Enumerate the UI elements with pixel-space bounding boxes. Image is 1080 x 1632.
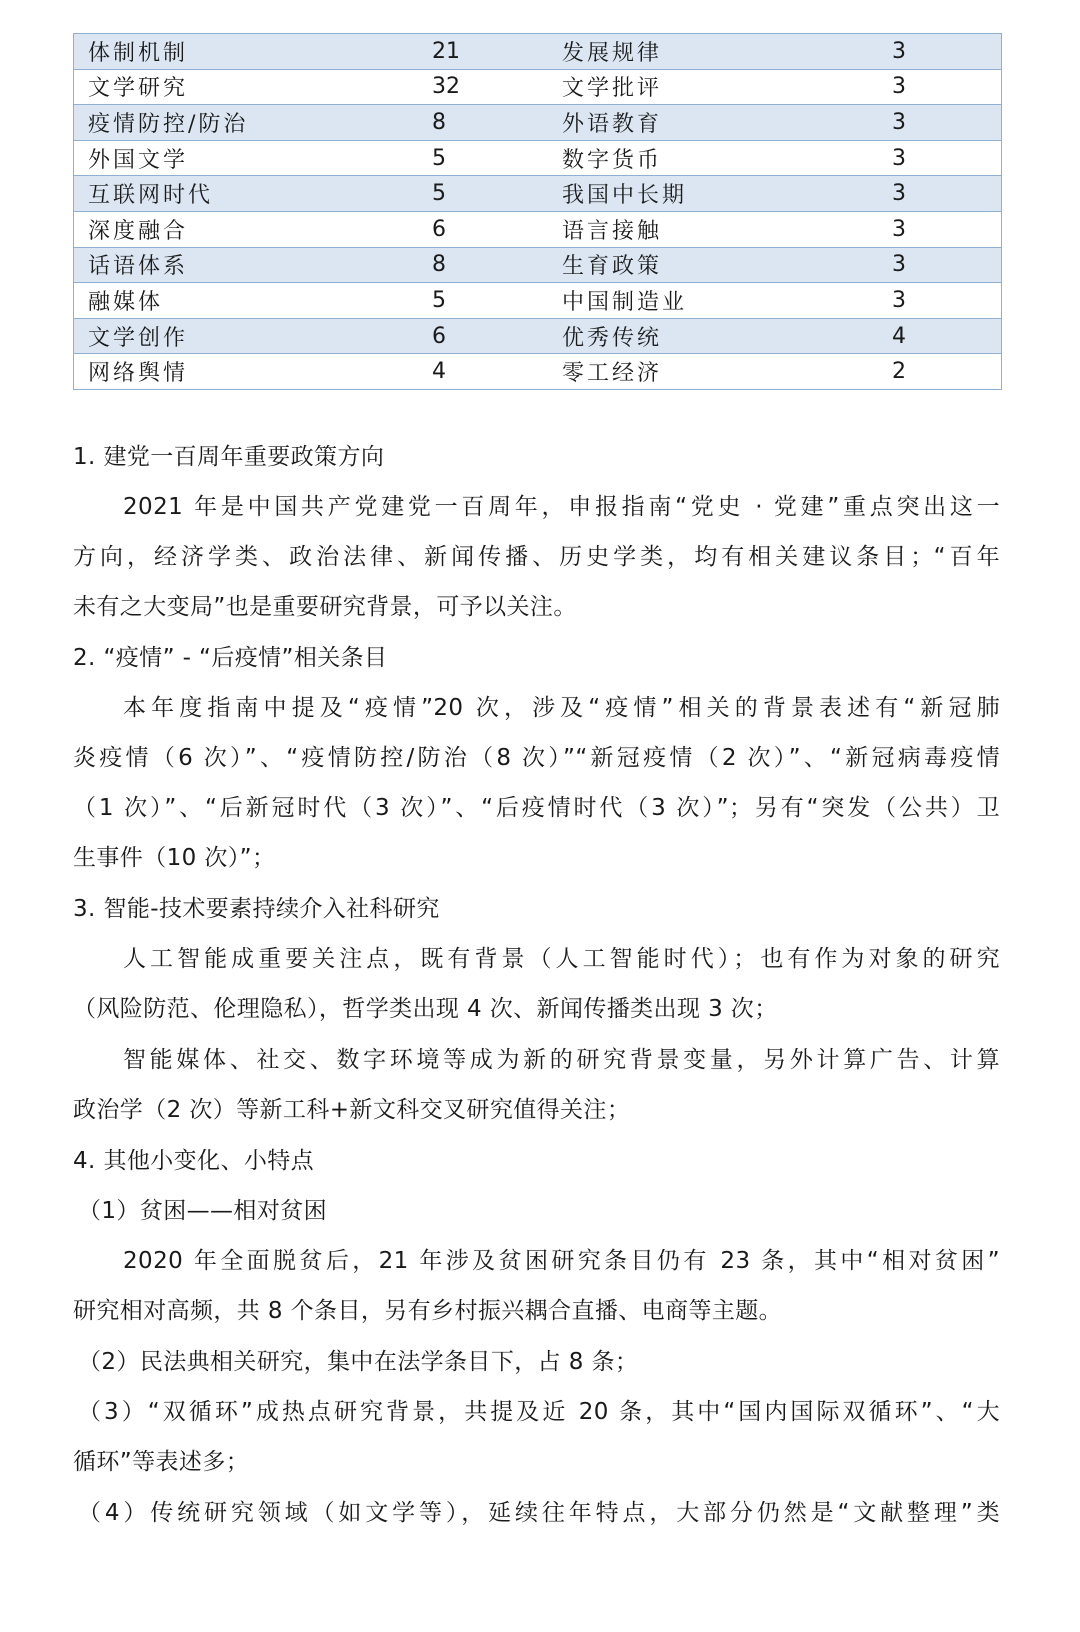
keyword-cell: 文学研究 xyxy=(74,69,433,105)
paragraph-2-line-2: 炎疫情（6 次）”、“疫情防控/防治（8 次）”“新冠疫情（2 次）”、“新冠病毒疫情 xyxy=(73,745,1000,771)
count-cell: 3 xyxy=(892,34,1002,70)
table-row xyxy=(74,211,1002,247)
table-row xyxy=(74,176,1002,212)
table-row xyxy=(74,283,1002,319)
keyword-cell: 互联网时代 xyxy=(74,176,433,212)
paragraph-3-line-1: 人工智能成重要关注点，既有背景（人工智能时代）；也有作为对象的研究 xyxy=(123,946,1000,972)
section-heading-3: 3. 智能-技术要素持续介入社科研究 xyxy=(73,896,440,922)
count-cell: 3 xyxy=(892,211,1002,247)
subsection-2: （2）民法典相关研究，集中在法学条目下，占 8 条； xyxy=(78,1349,639,1375)
subsection-4-line-1: （4）传统研究领域（如文学等），延续往年特点，大部分仍然是“文献整理”类 xyxy=(78,1500,1000,1526)
paragraph-1-line-3: 未有之大变局”也是重要研究背景，可予以关注。 xyxy=(73,594,577,620)
count-cell: 4 xyxy=(892,318,1002,354)
count-cell: 5 xyxy=(432,140,562,176)
table-row xyxy=(74,140,1002,176)
paragraph-5-line-1: 2020 年全面脱贫后，21 年涉及贫困研究条目仍有 23 条，其中“相对贫困” xyxy=(123,1248,1000,1274)
keyword-cell: 数字货币 xyxy=(562,140,892,176)
keyword-cell: 语言接触 xyxy=(562,211,892,247)
count-cell: 5 xyxy=(432,176,562,212)
keyword-cell: 网络舆情 xyxy=(74,354,433,390)
paragraph-5-line-2: 研究相对高频，共 8 个条目，另有乡村振兴耦合直播、电商等主题。 xyxy=(73,1298,783,1324)
count-cell: 3 xyxy=(892,140,1002,176)
subsection-3-line-2: 循环”等表述多； xyxy=(73,1449,250,1475)
count-cell: 21 xyxy=(432,34,562,70)
keyword-cell: 外国文学 xyxy=(74,140,433,176)
count-cell: 3 xyxy=(892,69,1002,105)
count-cell: 3 xyxy=(892,247,1002,283)
count-cell: 5 xyxy=(432,283,562,319)
count-cell: 2 xyxy=(892,354,1002,390)
paragraph-2-line-3: （1 次）”、“后新冠时代（3 次）”、“后疫情时代（3 次）”；另有“突发（公共）卫 xyxy=(73,795,1000,821)
keyword-cell: 发展规律 xyxy=(562,34,892,70)
table-row xyxy=(74,105,1002,141)
count-cell: 32 xyxy=(432,69,562,105)
section-heading-1: 1. 建党一百周年重要政策方向 xyxy=(73,444,385,470)
keyword-frequency-table xyxy=(73,33,1002,390)
paragraph-2-line-4: 生事件（10 次）”； xyxy=(73,845,276,871)
table-row xyxy=(74,247,1002,283)
keyword-cell: 疫情防控/防治 xyxy=(74,105,433,141)
paragraph-4-line-1: 智能媒体、社交、数字环境等成为新的研究背景变量，另外计算广告、计算 xyxy=(123,1047,1000,1073)
count-cell: 6 xyxy=(432,211,562,247)
count-cell: 3 xyxy=(892,105,1002,141)
count-cell: 8 xyxy=(432,105,562,141)
section-heading-4: 4. 其他小变化、小特点 xyxy=(73,1148,315,1174)
keyword-cell: 文学批评 xyxy=(562,69,892,105)
section-heading-2: 2. “疫情” - “后疫情”相关条目 xyxy=(73,645,388,671)
count-cell: 3 xyxy=(892,283,1002,319)
keyword-cell: 中国制造业 xyxy=(562,283,892,319)
paragraph-3-line-2: （风险防范、伦理隐私），哲学类出现 4 次、新闻传播类出现 3 次； xyxy=(73,996,778,1022)
table-row xyxy=(74,354,1002,390)
keyword-cell: 生育政策 xyxy=(562,247,892,283)
table-row xyxy=(74,69,1002,105)
keyword-cell: 体制机制 xyxy=(74,34,433,70)
subsection-1: （1）贫困——相对贫困 xyxy=(78,1198,328,1224)
keyword-cell: 话语体系 xyxy=(74,247,433,283)
paragraph-1-line-2: 方向，经济学类、政治法律、新闻传播、历史学类，均有相关建议条目；“百年 xyxy=(73,544,1000,570)
keyword-cell: 文学创作 xyxy=(74,318,433,354)
table-row xyxy=(74,34,1002,70)
keyword-table-body xyxy=(74,34,1002,390)
subsection-3-line-1: （3）“双循环”成热点研究背景，共提及近 20 条，其中“国内国际双循环”、“大 xyxy=(78,1399,1000,1425)
count-cell: 6 xyxy=(432,318,562,354)
keyword-cell: 优秀传统 xyxy=(562,318,892,354)
count-cell: 3 xyxy=(892,176,1002,212)
paragraph-4-line-2: 政治学（2 次）等新工科+新文科交叉研究值得关注； xyxy=(73,1097,631,1123)
keyword-cell: 零工经济 xyxy=(562,354,892,390)
paragraph-2-line-1: 本年度指南中提及“疫情”20 次，涉及“疫情”相关的背景表述有“新冠肺 xyxy=(123,695,1000,721)
count-cell: 4 xyxy=(432,354,562,390)
keyword-cell: 我国中长期 xyxy=(562,176,892,212)
keyword-cell: 外语教育 xyxy=(562,105,892,141)
paragraph-1-line-1: 2021 年是中国共产党建党一百周年，申报指南“党史 · 党建”重点突出这一 xyxy=(123,494,1000,520)
table-row xyxy=(74,318,1002,354)
keyword-cell: 融媒体 xyxy=(74,283,433,319)
keyword-cell: 深度融合 xyxy=(74,211,433,247)
count-cell: 8 xyxy=(432,247,562,283)
